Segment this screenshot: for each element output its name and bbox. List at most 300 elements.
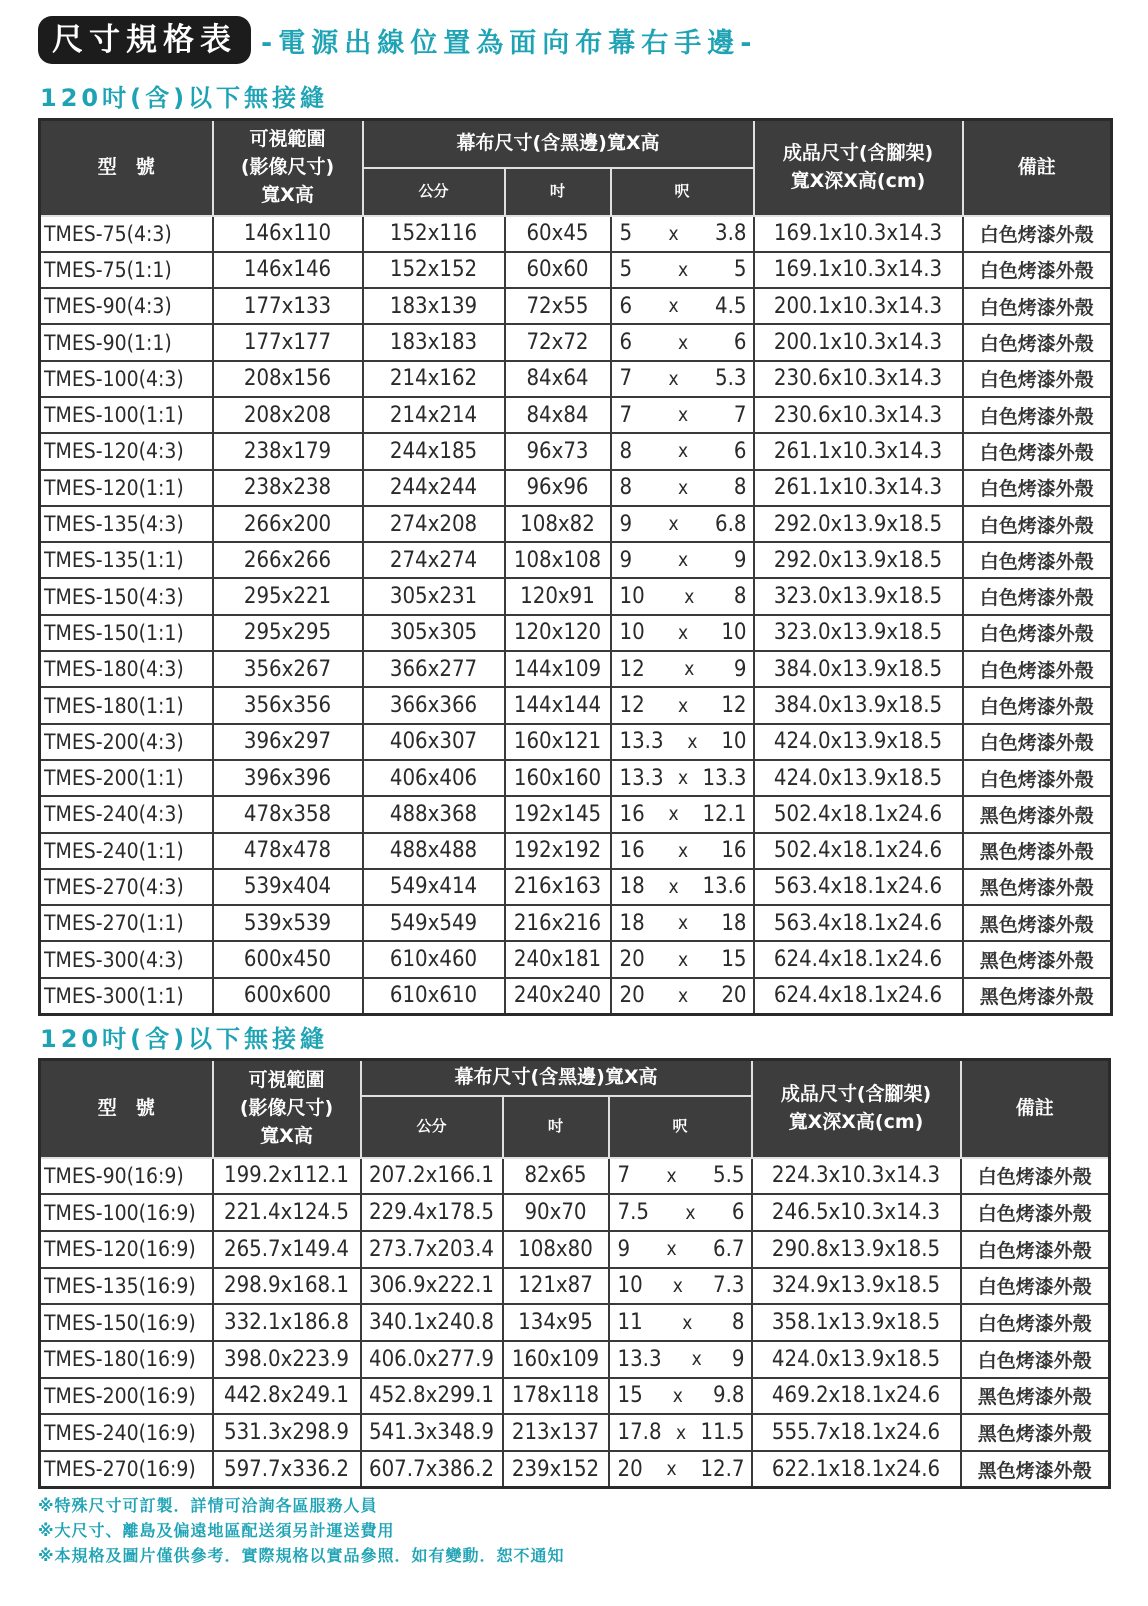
cell-note: 白色烤漆外殼 [963, 506, 1112, 542]
cell-screen-chi [611, 724, 754, 760]
cell-visible-size: 146x110 [213, 216, 363, 252]
table-row [40, 833, 1112, 869]
chi-height: 15 [721, 947, 747, 973]
cell-screen-chi [609, 1378, 752, 1415]
cell-visible-size: 442.8x249.1 [213, 1378, 361, 1415]
chi-width: 12 [619, 693, 645, 718]
col-header-product-line2: 寬X深X高(cm) [788, 1110, 924, 1133]
col-header-visible-line1: 可視範圍 [249, 128, 326, 151]
chi-width: 7 [619, 366, 633, 392]
cell-screen-chi [611, 796, 754, 832]
cell-product-size: 169.1x10.3x14.3 [754, 216, 963, 252]
cell-model: TMES-150(1:1) [40, 615, 213, 651]
cell-model: TMES-90(4:3) [40, 288, 213, 324]
cell-screen-cm: 610x460 [363, 941, 505, 977]
cell-screen-inch: 216x216 [505, 905, 611, 941]
cell-screen-chi [609, 1304, 752, 1341]
spec-table-2 [38, 1058, 1111, 1489]
cell-note: 白色烤漆外殼 [963, 687, 1112, 723]
cell-screen-cm: 244x185 [363, 433, 505, 469]
cell-screen-inch: 84x84 [505, 397, 611, 433]
cell-screen-inch: 144x109 [505, 651, 611, 687]
chi-width: 5 [619, 221, 633, 247]
chi-times: x [668, 803, 679, 826]
cell-visible-size: 177x133 [213, 288, 363, 324]
section-heading-1: 120吋(含)以下無接縫 [40, 84, 329, 112]
chi-height: 3.8 [715, 221, 747, 247]
chi-height: 7.3 [713, 1273, 745, 1299]
cell-screen-inch: 108x80 [503, 1231, 609, 1268]
cell-screen-inch: 96x73 [505, 433, 611, 469]
spec-table-1 [38, 118, 1113, 1016]
cell-product-size: 622.1x18.1x24.6 [752, 1451, 961, 1488]
chi-times: x [668, 367, 679, 390]
cell-screen-inch: 120x120 [505, 615, 611, 651]
table-row [40, 542, 1112, 578]
cell-visible-size: 600x450 [213, 941, 363, 977]
cell-screen-chi [611, 905, 754, 941]
cell-screen-chi [611, 941, 754, 977]
col-header-cm: 公分 [363, 168, 505, 216]
chi-height: 8 [731, 1310, 745, 1336]
col-header-product-line1: 成品尺寸(含腳架) [780, 1083, 932, 1106]
chi-height: 11.5 [700, 1420, 745, 1446]
chi-width: 12 [619, 656, 645, 682]
cell-model: TMES-200(4:3) [40, 724, 213, 760]
cell-screen-chi [611, 361, 754, 397]
cell-note: 黑色烤漆外殼 [963, 978, 1112, 1014]
cell-visible-size: 265.7x149.4 [213, 1231, 361, 1268]
cell-screen-cm: 152x116 [363, 216, 505, 252]
table-row [40, 1304, 1110, 1341]
chi-height: 6.8 [715, 511, 747, 537]
cell-note: 白色烤漆外殼 [963, 760, 1112, 796]
chi-times: x [672, 1384, 683, 1407]
cell-visible-size: 266x200 [213, 506, 363, 542]
cell-screen-cm: 340.1x240.8 [361, 1304, 503, 1341]
cell-model: TMES-300(1:1) [40, 978, 213, 1014]
cell-product-size: 324.9x13.9x18.5 [752, 1268, 961, 1305]
chi-height: 7 [733, 402, 747, 428]
chi-width: 8 [619, 475, 633, 501]
chi-times: x [668, 222, 679, 245]
chi-times: x [675, 1421, 687, 1444]
table-row [40, 288, 1112, 324]
cell-screen-cm: 549x414 [363, 869, 505, 905]
col-header-chi: 呎 [611, 168, 754, 216]
cell-visible-size: 146x146 [213, 252, 363, 288]
cell-screen-cm: 366x366 [363, 687, 505, 723]
table-row [40, 578, 1112, 614]
chi-width: 18 [619, 910, 645, 936]
cell-screen-chi [611, 433, 754, 469]
cell-screen-cm: 549x549 [363, 905, 505, 941]
footnote: ※大尺寸、離島及偏遠地區配送須另計運送費用 [38, 1521, 395, 1540]
chi-height: 6 [733, 330, 747, 356]
cell-screen-inch: 84x64 [505, 361, 611, 397]
table-row [40, 941, 1112, 977]
cell-product-size: 290.8x13.9x18.5 [752, 1231, 961, 1268]
chi-times: x [677, 948, 689, 971]
footnotes [38, 1493, 565, 1568]
chi-times: x [677, 440, 689, 463]
cell-product-size: 230.6x10.3x14.3 [754, 361, 963, 397]
cell-note: 黑色烤漆外殼 [963, 941, 1112, 977]
page-header [38, 14, 757, 66]
chi-height: 6 [731, 1200, 745, 1226]
cell-screen-chi [611, 288, 754, 324]
spec-table-1-body [40, 216, 1112, 1015]
chi-times: x [677, 767, 689, 790]
chi-times: x [666, 1164, 677, 1187]
chi-width: 10 [619, 620, 645, 646]
cell-screen-inch: 60x60 [505, 252, 611, 288]
cell-model: TMES-200(1:1) [40, 760, 213, 796]
chi-times: x [672, 1274, 683, 1297]
col-header-visible-line1: 可視範圍 [248, 1069, 325, 1092]
cell-screen-inch: 216x163 [505, 869, 611, 905]
col-header-model: 型 號 [40, 120, 213, 216]
cell-screen-chi [611, 252, 754, 288]
cell-visible-size: 295x295 [213, 615, 363, 651]
cell-model: TMES-90(1:1) [40, 324, 213, 360]
col-header-visible-line3: 寬X高 [260, 1124, 313, 1147]
cell-visible-size: 177x177 [213, 324, 363, 360]
cell-model: TMES-135(1:1) [40, 542, 213, 578]
chi-width: 20 [619, 983, 645, 1009]
cell-screen-chi [611, 542, 754, 578]
cell-product-size: 555.7x18.1x24.6 [752, 1414, 961, 1451]
table-row [40, 361, 1112, 397]
cell-product-size: 200.1x10.3x14.3 [754, 288, 963, 324]
table-row [40, 1414, 1110, 1451]
cell-model: TMES-180(16:9) [40, 1341, 213, 1378]
cell-model: TMES-240(1:1) [40, 833, 213, 869]
cell-visible-size: 199.2x112.1 [213, 1158, 361, 1195]
cell-visible-size: 396x297 [213, 724, 363, 760]
chi-height: 5.3 [715, 366, 747, 392]
chi-width: 8 [619, 438, 633, 464]
cell-screen-inch: 192x145 [505, 796, 611, 832]
chi-height: 8 [733, 584, 747, 610]
chi-height: 9 [733, 547, 747, 573]
cell-note: 白色烤漆外殼 [963, 397, 1112, 433]
table-row [40, 724, 1112, 760]
cell-model: TMES-180(1:1) [40, 687, 213, 723]
cell-product-size: 358.1x13.9x18.5 [752, 1304, 961, 1341]
table-row [40, 687, 1112, 723]
cell-screen-inch: 239x152 [503, 1451, 609, 1488]
col-header-chi: 呎 [609, 1096, 752, 1158]
chi-height: 9.8 [713, 1383, 745, 1409]
chi-times: x [682, 1311, 693, 1334]
chi-height: 18 [721, 910, 747, 936]
cell-product-size: 469.2x18.1x24.6 [752, 1378, 961, 1415]
chi-width: 9 [619, 547, 633, 573]
page-subtitle: -電源出線位置為面向布幕右手邊- [261, 27, 758, 59]
footnote: ※特殊尺寸可訂製．詳情可洽詢各區服務人員 [38, 1496, 378, 1515]
cell-visible-size: 600x600 [213, 978, 363, 1014]
table-row [40, 978, 1112, 1014]
cell-screen-cm: 183x183 [363, 324, 505, 360]
cell-note: 白色烤漆外殼 [963, 433, 1112, 469]
cell-screen-chi [609, 1268, 752, 1305]
chi-width: 6 [619, 293, 633, 319]
cell-note: 白色烤漆外殼 [961, 1341, 1110, 1378]
table-row [40, 796, 1112, 832]
cell-product-size: 261.1x10.3x14.3 [754, 433, 963, 469]
chi-height: 13.3 [702, 765, 747, 791]
cell-note: 白色烤漆外殼 [963, 724, 1112, 760]
chi-width: 13.3 [619, 729, 664, 755]
chi-times: x [677, 694, 689, 717]
cell-visible-size: 398.0x223.9 [213, 1341, 361, 1378]
cell-screen-chi [609, 1194, 752, 1231]
chi-times: x [691, 1348, 702, 1371]
cell-screen-cm: 406x406 [363, 760, 505, 796]
cell-note: 白色烤漆外殼 [963, 361, 1112, 397]
cell-product-size: 292.0x13.9x18.5 [754, 542, 963, 578]
chi-width: 7 [619, 402, 633, 428]
cell-note: 白色烤漆外殼 [963, 216, 1112, 252]
cell-visible-size: 266x266 [213, 542, 363, 578]
chi-height: 5.5 [713, 1163, 745, 1189]
cell-screen-inch: 108x82 [505, 506, 611, 542]
chi-height: 20 [721, 983, 747, 1009]
cell-screen-chi [611, 216, 754, 252]
cell-screen-inch: 96x96 [505, 470, 611, 506]
cell-screen-cm: 305x231 [363, 578, 505, 614]
chi-width: 6 [619, 330, 633, 356]
chi-height: 8 [733, 475, 747, 501]
cell-screen-cm: 541.3x348.9 [361, 1414, 503, 1451]
cell-note: 白色烤漆外殼 [963, 288, 1112, 324]
cell-product-size: 246.5x10.3x14.3 [752, 1194, 961, 1231]
cell-visible-size: 478x358 [213, 796, 363, 832]
chi-times: x [677, 258, 689, 281]
cell-note: 白色烤漆外殼 [961, 1194, 1110, 1231]
spec-table-2-body [40, 1158, 1110, 1488]
cell-screen-chi [611, 397, 754, 433]
cell-product-size: 200.1x10.3x14.3 [754, 324, 963, 360]
cell-visible-size: 539x539 [213, 905, 363, 941]
chi-width: 5 [619, 257, 633, 283]
cell-visible-size: 238x179 [213, 433, 363, 469]
cell-screen-cm: 305x305 [363, 615, 505, 651]
cell-screen-cm: 610x610 [363, 978, 505, 1014]
cell-visible-size: 221.4x124.5 [213, 1194, 361, 1231]
cell-product-size: 502.4x18.1x24.6 [754, 833, 963, 869]
cell-screen-cm: 274x274 [363, 542, 505, 578]
chi-width: 16 [619, 801, 645, 827]
table-row [40, 760, 1112, 796]
cell-screen-cm: 244x244 [363, 470, 505, 506]
chi-height: 12.1 [702, 801, 747, 827]
chi-times: x [687, 730, 698, 753]
cell-note: 白色烤漆外殼 [963, 578, 1112, 614]
chi-height: 6.7 [713, 1236, 745, 1262]
cell-model: TMES-120(1:1) [40, 470, 213, 506]
section-heading-2: 120吋(含)以下無接縫 [40, 1025, 329, 1053]
cell-visible-size: 208x208 [213, 397, 363, 433]
cell-screen-cm: 214x214 [363, 397, 505, 433]
chi-width: 15 [617, 1383, 643, 1409]
cell-screen-inch: 121x87 [503, 1268, 609, 1305]
chi-times: x [677, 404, 689, 427]
chi-height: 12.7 [700, 1456, 745, 1482]
col-header-note: 備註 [961, 1060, 1110, 1158]
chi-times: x [684, 585, 695, 608]
cell-note: 白色烤漆外殼 [963, 615, 1112, 651]
chi-width: 7.5 [617, 1200, 649, 1226]
chi-width: 13.3 [617, 1346, 662, 1372]
chi-height: 12 [721, 693, 747, 718]
cell-model: TMES-100(4:3) [40, 361, 213, 397]
chi-width: 20 [619, 947, 645, 973]
cell-product-size: 424.0x13.9x18.5 [752, 1341, 961, 1378]
cell-screen-cm: 183x139 [363, 288, 505, 324]
cell-screen-chi [611, 324, 754, 360]
chi-times: x [684, 658, 695, 681]
cell-screen-inch: 160x109 [503, 1341, 609, 1378]
cell-screen-chi [611, 578, 754, 614]
table-row [40, 1194, 1110, 1231]
col-header-inch: 吋 [505, 168, 611, 216]
cell-model: TMES-300(4:3) [40, 941, 213, 977]
chi-times: x [677, 839, 689, 862]
cell-note: 白色烤漆外殼 [963, 252, 1112, 288]
col-header-screen: 幕布尺寸(含黑邊)寬X高 [361, 1060, 752, 1096]
cell-screen-chi [611, 833, 754, 869]
col-header-visible-line2: (影像尺寸) [239, 1096, 334, 1119]
chi-width: 10 [617, 1273, 643, 1299]
chi-height: 10 [721, 620, 747, 646]
cell-product-size: 292.0x13.9x18.5 [754, 506, 963, 542]
table-row [40, 252, 1112, 288]
cell-model: TMES-135(16:9) [40, 1268, 213, 1305]
chi-times: x [668, 295, 679, 318]
cell-note: 黑色烤漆外殼 [963, 796, 1112, 832]
cell-screen-chi [611, 470, 754, 506]
cell-model: TMES-240(16:9) [40, 1414, 213, 1451]
chi-width: 9 [619, 511, 633, 537]
col-header-visible-line3: 寬X高 [261, 183, 314, 206]
cell-note: 白色烤漆外殼 [963, 542, 1112, 578]
chi-width: 16 [619, 838, 645, 864]
chi-width: 20 [617, 1456, 643, 1482]
table-row [40, 433, 1112, 469]
cell-screen-chi [609, 1231, 752, 1268]
cell-screen-chi [611, 506, 754, 542]
cell-note: 黑色烤漆外殼 [961, 1414, 1110, 1451]
cell-visible-size: 356x356 [213, 687, 363, 723]
chi-times: x [677, 331, 689, 354]
chi-width: 11 [617, 1310, 643, 1336]
cell-screen-cm: 488x368 [363, 796, 505, 832]
cell-note: 黑色烤漆外殼 [961, 1378, 1110, 1415]
cell-product-size: 169.1x10.3x14.3 [754, 252, 963, 288]
cell-product-size: 624.4x18.1x24.6 [754, 941, 963, 977]
cell-visible-size: 539x404 [213, 869, 363, 905]
cell-product-size: 230.6x10.3x14.3 [754, 397, 963, 433]
table-row [40, 1341, 1110, 1378]
cell-model: TMES-200(16:9) [40, 1378, 213, 1415]
col-header-cm: 公分 [361, 1096, 503, 1158]
cell-product-size: 424.0x13.9x18.5 [754, 760, 963, 796]
chi-height: 16 [721, 838, 747, 864]
cell-screen-inch: 72x72 [505, 324, 611, 360]
table-row [40, 216, 1112, 252]
table-row [40, 324, 1112, 360]
col-header-inch: 吋 [503, 1096, 609, 1158]
cell-screen-inch: 120x91 [505, 578, 611, 614]
cell-screen-chi [609, 1414, 752, 1451]
chi-width: 13.3 [619, 765, 664, 791]
cell-note: 黑色烤漆外殼 [963, 905, 1112, 941]
col-header-product [754, 120, 963, 216]
chi-times: x [666, 1238, 677, 1261]
col-header-product [752, 1060, 961, 1158]
cell-screen-inch: 90x70 [503, 1194, 609, 1231]
chi-height: 6 [733, 438, 747, 464]
cell-note: 黑色烤漆外殼 [963, 833, 1112, 869]
cell-visible-size: 478x478 [213, 833, 363, 869]
chi-height: 4.5 [715, 293, 747, 319]
table-row [40, 397, 1112, 433]
cell-model: TMES-270(1:1) [40, 905, 213, 941]
table-row [40, 905, 1112, 941]
col-header-note: 備註 [963, 120, 1112, 216]
cell-visible-size: 298.9x168.1 [213, 1268, 361, 1305]
cell-screen-inch: 178x118 [503, 1378, 609, 1415]
cell-screen-inch: 240x181 [505, 941, 611, 977]
chi-times: x [668, 875, 679, 898]
cell-product-size: 563.4x18.1x24.6 [754, 905, 963, 941]
cell-model: TMES-150(16:9) [40, 1304, 213, 1341]
col-header-product-line2: 寬X深X高(cm) [790, 169, 926, 192]
col-header-visible-line2: (影像尺寸) [240, 155, 335, 178]
cell-screen-cm: 306.9x222.1 [361, 1268, 503, 1305]
chi-times: x [677, 549, 689, 572]
cell-note: 白色烤漆外殼 [961, 1231, 1110, 1268]
cell-screen-chi [609, 1341, 752, 1378]
chi-width: 9 [617, 1236, 631, 1262]
cell-visible-size: 208x156 [213, 361, 363, 397]
cell-model: TMES-270(16:9) [40, 1451, 213, 1488]
cell-visible-size: 356x267 [213, 651, 363, 687]
table-row [40, 1268, 1110, 1305]
cell-screen-cm: 274x208 [363, 506, 505, 542]
cell-visible-size: 238x238 [213, 470, 363, 506]
chi-times: x [666, 1458, 677, 1481]
chi-height: 5 [733, 257, 747, 283]
cell-screen-inch: 192x192 [505, 833, 611, 869]
cell-product-size: 384.0x13.9x18.5 [754, 687, 963, 723]
cell-screen-cm: 273.7x203.4 [361, 1231, 503, 1268]
cell-model: TMES-120(4:3) [40, 433, 213, 469]
cell-note: 黑色烤漆外殼 [961, 1451, 1110, 1488]
chi-height: 9 [733, 656, 747, 682]
cell-model: TMES-240(4:3) [40, 796, 213, 832]
cell-screen-inch: 134x95 [503, 1304, 609, 1341]
cell-product-size: 323.0x13.9x18.5 [754, 578, 963, 614]
cell-screen-inch: 160x121 [505, 724, 611, 760]
cell-model: TMES-75(4:3) [40, 216, 213, 252]
chi-height: 10 [721, 729, 747, 755]
cell-screen-cm: 207.2x166.1 [361, 1158, 503, 1195]
cell-screen-inch: 240x240 [505, 978, 611, 1014]
table-row [40, 615, 1112, 651]
